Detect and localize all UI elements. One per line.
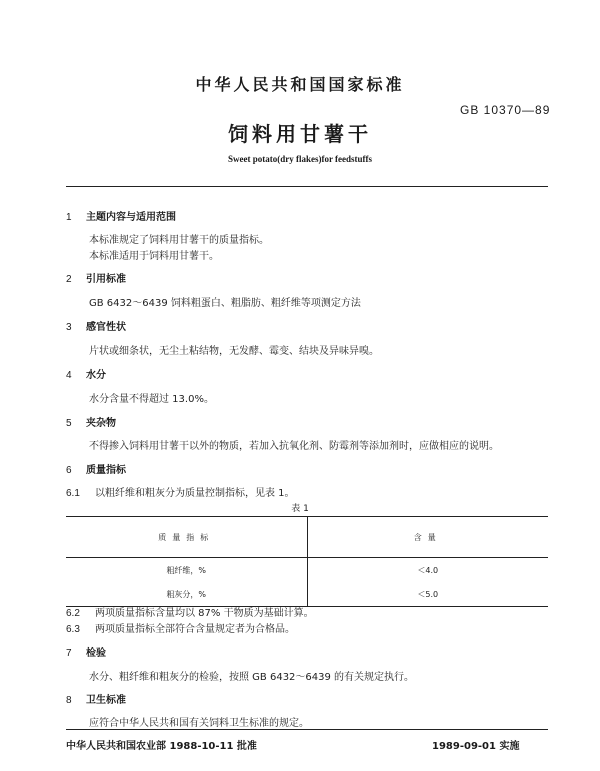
section-3-heading	[66, 318, 126, 333]
section-6-heading	[66, 461, 126, 476]
section-7-heading	[66, 644, 106, 659]
section-number: 4	[66, 370, 72, 381]
national-standard-heading: 中华人民共和国国家标准	[195, 75, 405, 94]
table-header-cell: 含量	[307, 517, 548, 558]
section-2-heading	[66, 270, 126, 285]
header-rule	[66, 186, 548, 187]
table-caption: 表 1	[291, 504, 309, 514]
section-title: 质量指标	[86, 465, 126, 476]
section-number: 7	[66, 648, 72, 659]
section-number: 3	[66, 322, 72, 333]
table-cell: 粗灰分，%	[66, 582, 307, 607]
section-3-paragraph: 片状或细条状，无尘土粘结物，无发酵、霉变、结块及异味异嗅。	[89, 346, 379, 357]
clause-6-3	[66, 620, 295, 635]
table-header-row	[66, 517, 548, 558]
quality-table	[66, 516, 548, 607]
clause-number: 6.1	[66, 488, 80, 499]
clause-text: 以粗纤维和粗灰分为质量控制指标，见表 1。	[95, 488, 295, 499]
clause-number: 6.3	[66, 624, 80, 635]
clause-text: 两项质量指标全部符合含量规定者为合格品。	[95, 624, 295, 635]
section-title: 水分	[86, 370, 106, 381]
section-number: 1	[66, 212, 72, 223]
table-row	[66, 558, 548, 583]
table-header-cell: 质量指标	[66, 517, 307, 558]
section-4-heading	[66, 366, 106, 381]
section-1-paragraph: 本标准规定了饲料用甘薯干的质量指标。	[89, 235, 269, 246]
section-1-paragraph: 本标准适用于饲料用甘薯干。	[89, 251, 219, 262]
section-title: 感官性状	[86, 322, 126, 333]
section-title: 主题内容与适用范围	[86, 212, 176, 223]
section-title: 检验	[86, 648, 106, 659]
table-row	[66, 582, 548, 607]
clause-6-1	[66, 484, 295, 499]
table-cell: ＜5.0	[307, 582, 548, 607]
footer-rule	[66, 729, 548, 730]
section-5-paragraph: 不得掺入饲料用甘薯干以外的物质，若加入抗氧化剂、防霉剂等添加剂时，应做相应的说明。	[89, 441, 499, 452]
section-title: 卫生标准	[86, 695, 126, 706]
effective-date: 1989-09-01 实施	[432, 741, 520, 752]
english-title: Sweet potato(dry flakes)for feedstuffs	[227, 154, 373, 164]
table-cell: 粗纤维，%	[66, 558, 307, 583]
clause-number: 6.2	[66, 608, 80, 619]
section-8-heading	[66, 691, 126, 706]
section-8-paragraph: 应符合中华人民共和国有关饲料卫生标准的规定。	[89, 718, 309, 729]
clause-text: 两项质量指标含量均以 87% 干物质为基础计算。	[95, 608, 314, 619]
table-cell: ＜4.0	[417, 565, 439, 575]
section-number: 6	[66, 465, 72, 476]
section-title: 夹杂物	[86, 418, 116, 429]
section-number: 8	[66, 695, 72, 706]
section-7-paragraph: 水分、粗纤维和粗灰分的检验，按照 GB 6432～6439 的有关规定执行。	[89, 672, 415, 683]
section-number: 5	[66, 418, 72, 429]
section-2-paragraph: GB 6432～6439 饲料粗蛋白、粗脂肪、粗纤维等项测定方法	[89, 298, 361, 309]
clause-6-2	[66, 604, 314, 619]
standard-code: GB 10370—89	[460, 103, 551, 117]
section-5-heading	[66, 414, 116, 429]
section-number: 2	[66, 274, 72, 285]
section-title: 引用标准	[86, 274, 126, 285]
document-title: 饲料用甘薯干	[228, 122, 372, 146]
approval-line: 中华人民共和国农业部 1988-10-11 批准	[66, 741, 257, 752]
section-4-paragraph: 水分含量不得超过 13.0%。	[89, 394, 214, 405]
section-1-heading	[66, 208, 176, 223]
